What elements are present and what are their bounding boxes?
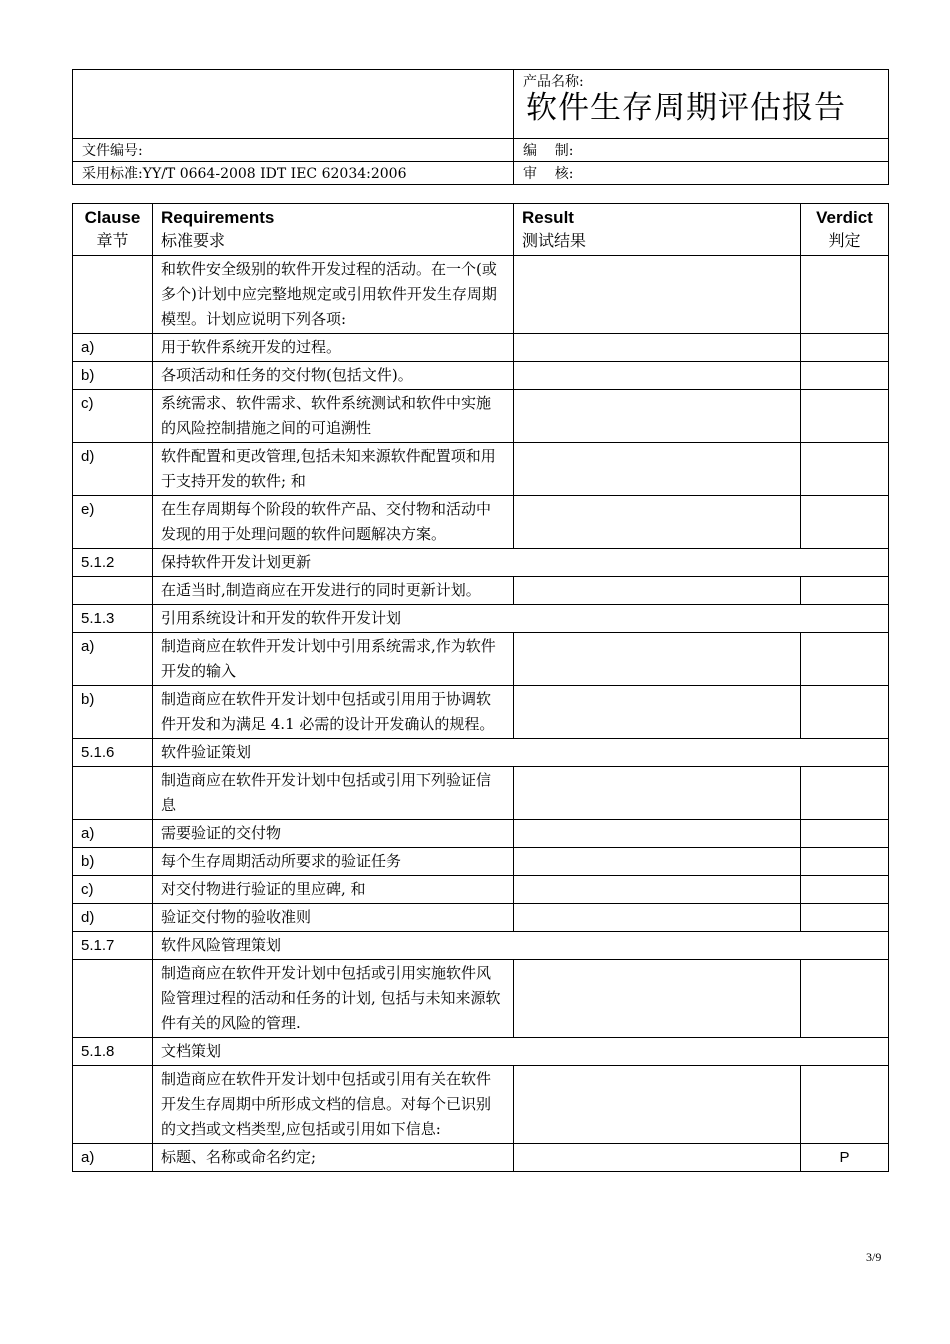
clause-cell: 5.1.2 [73,549,153,577]
clause-cell [73,767,153,820]
section-title: 引用系统设计和开发的软件开发计划 [153,605,889,633]
result-cell [514,633,801,686]
section-row [73,549,889,577]
table-row [73,1144,889,1172]
clause-cell: 5.1.7 [73,932,153,960]
verdict-cell [801,577,889,605]
requirement-cell: 需要验证的交付物 [153,820,514,848]
section-row [73,605,889,633]
table-row [73,496,889,549]
result-cell [514,443,801,496]
clause-cell [73,960,153,1038]
verdict-cell [801,496,889,549]
result-cell [514,686,801,739]
requirements-header: Requirements 标准要求 [153,204,514,256]
verdict-cell [801,876,889,904]
requirement-cell: 标题、名称或命名约定; [153,1144,514,1172]
verdict-cell [801,256,889,334]
clause-cell [73,256,153,334]
requirement-cell: 制造商应在软件开发计划中包括或引用下列验证信息 [153,767,514,820]
result-cell [514,904,801,932]
result-cell [514,362,801,390]
section-row [73,739,889,767]
reviewer-label: 审 核: [514,162,889,185]
result-cell [514,848,801,876]
verdict-cell [801,334,889,362]
clause-cell: a) [73,334,153,362]
clause-cell: a) [73,633,153,686]
verdict-cell: P [801,1144,889,1172]
requirement-cell: 对交付物进行验证的里应碑, 和 [153,876,514,904]
table-row [73,1066,889,1144]
table-row [73,904,889,932]
requirement-cell: 制造商应在软件开发计划中包括或引用有关在软件开发生存周期中所形成文档的信息。对每个已识别的文挡或文档类型,应包括或引用如下信息: [153,1066,514,1144]
requirement-cell: 软件配置和更改管理,包括未知来源软件配置项和用于支持开发的软件; 和 [153,443,514,496]
requirement-cell: 在适当时,制造商应在开发进行的同时更新计划。 [153,577,514,605]
clause-cell: a) [73,820,153,848]
result-cell [514,1144,801,1172]
verdict-cell [801,390,889,443]
verdict-cell [801,848,889,876]
report-title: 软件生存周期评估报告 [526,90,846,126]
verdict-cell [801,362,889,390]
result-cell [514,577,801,605]
section-title: 软件风险管理策划 [153,932,889,960]
table-header-row [73,204,889,256]
clause-header: Clause 章节 [73,204,153,256]
section-title: 文档策划 [153,1038,889,1066]
requirement-cell: 制造商应在软件开发计划中包括或引用实施软件风险管理过程的活动和任务的计划, 包括与未知来源软件有关的风险的管理. [153,960,514,1038]
table-row [73,390,889,443]
table-row [73,334,889,362]
verdict-cell [801,960,889,1038]
requirement-cell: 在生存周期每个阶段的软件产品、交付物和活动中发现的用于处理问题的软件问题解决方案。 [153,496,514,549]
page-number: 3/9 [866,1250,882,1264]
result-cell [514,390,801,443]
compiler-label: 编 制: [514,139,889,162]
clause-cell: 5.1.6 [73,739,153,767]
section-title: 软件验证策划 [153,739,889,767]
clause-cell: d) [73,443,153,496]
requirement-cell: 各项活动和任务的交付物(包括文件)。 [153,362,514,390]
result-cell [514,820,801,848]
result-cell [514,767,801,820]
section-title: 保持软件开发计划更新 [153,549,889,577]
clause-cell: 5.1.8 [73,1038,153,1066]
clause-cell: b) [73,686,153,739]
table-row [73,633,889,686]
clause-cell: b) [73,848,153,876]
verdict-cell [801,443,889,496]
result-cell [514,496,801,549]
clause-cell [73,1066,153,1144]
result-cell [514,1066,801,1144]
clause-cell: 5.1.3 [73,605,153,633]
table-row [73,443,889,496]
result-cell [514,334,801,362]
report-header [72,69,889,185]
requirement-cell: 系统需求、软件需求、软件系统测试和软件中实施的风险控制措施之间的可追溯性 [153,390,514,443]
table-row [73,876,889,904]
verdict-cell [801,633,889,686]
clause-cell: e) [73,496,153,549]
result-cell [514,960,801,1038]
clause-cell: b) [73,362,153,390]
section-row [73,932,889,960]
clause-cell [73,577,153,605]
table-row [73,686,889,739]
header-blank-cell [73,70,514,139]
result-cell [514,256,801,334]
result-header: Result 测试结果 [514,204,801,256]
clause-cell: c) [73,390,153,443]
doc-number-label: 文件编号: [73,139,514,162]
verdict-cell [801,686,889,739]
verdict-cell [801,904,889,932]
section-row [73,1038,889,1066]
result-cell [514,876,801,904]
requirement-cell: 每个生存周期活动所要求的验证任务 [153,848,514,876]
product-label: 产品名称: [523,74,584,90]
standard-label: 采用标准:YY/T 0664-2008 IDT IEC 62034:2006 [73,162,514,185]
table-row [73,767,889,820]
table-row [73,256,889,334]
verdict-cell [801,1066,889,1144]
requirement-cell: 制造商应在软件开发计划中包括或引用用于协调软件开发和为满足 4.1 必需的设计开发确认的规程。 [153,686,514,739]
requirement-cell: 验证交付物的验收准则 [153,904,514,932]
verdict-header: Verdict 判定 [801,204,889,256]
table-row [73,820,889,848]
requirements-table [72,203,889,1172]
requirement-cell: 制造商应在软件开发计划中引用系统需求,作为软件开发的输入 [153,633,514,686]
requirement-cell: 和软件安全级别的软件开发过程的活动。在一个(或多个)计划中应完整地规定或引用软件开发生存周期模型。计划应说明下列各项: [153,256,514,334]
table-row [73,577,889,605]
verdict-cell [801,767,889,820]
table-row [73,362,889,390]
clause-cell: a) [73,1144,153,1172]
table-row [73,960,889,1038]
clause-cell: d) [73,904,153,932]
product-cell [514,70,889,139]
verdict-cell [801,820,889,848]
table-row [73,848,889,876]
requirement-cell: 用于软件系统开发的过程。 [153,334,514,362]
clause-cell: c) [73,876,153,904]
